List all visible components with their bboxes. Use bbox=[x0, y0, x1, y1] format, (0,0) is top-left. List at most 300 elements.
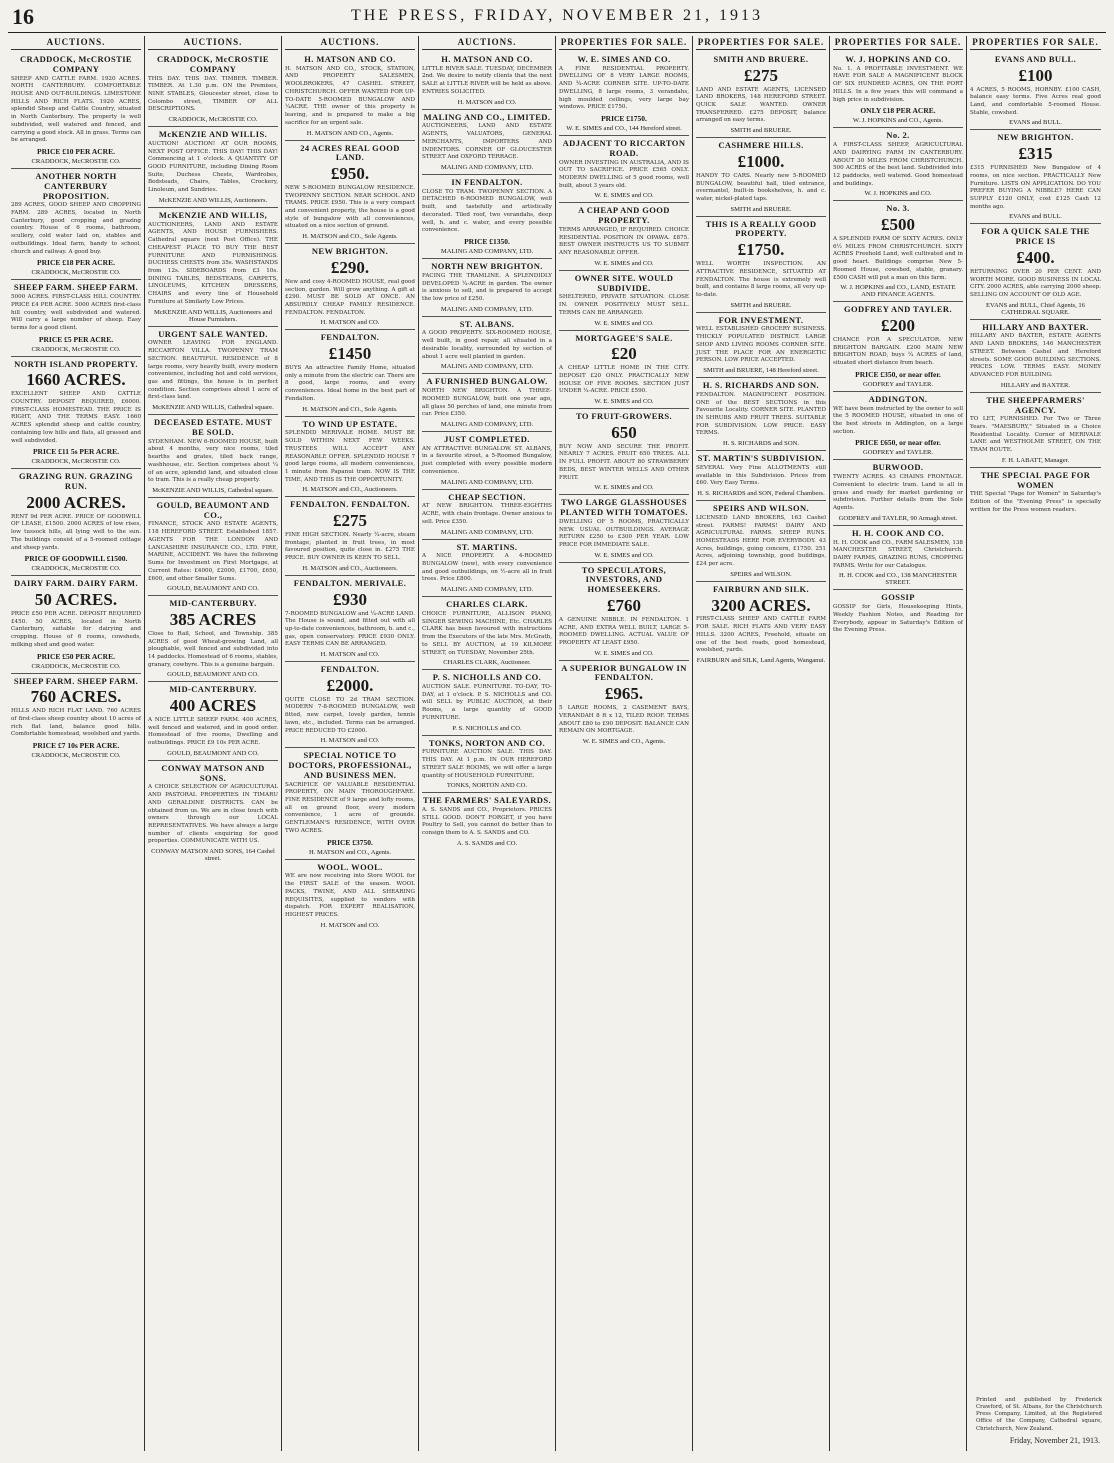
ad-body: AUCTIONEERS, LAND AND ESTATE AGENTS, AND HOUSE FURNISHERS. Cathedral square (next Post Office). THE CHEAPEST PLACE TO BUY THE BEST FURNITURE AND FURNISHINGS. DUCHESS CHESTS from 35s. WASHSTANDS from 12s. SIDEBOARDS from £3 10s. DINING TABLES, BEDSTEADS, CARPETS, LINOLEUMS, KITCHEN DRESSERS, CHAIRS and every line of Household Furniture at Similarly Low Prices. bbox=[148, 221, 278, 305]
ad-signature: CRADDOCK, McCROSTIE CO. bbox=[31, 458, 121, 466]
advertisement bbox=[422, 793, 552, 850]
ad-price: PRICE £7 10s PER ACRE. bbox=[32, 740, 120, 750]
advertisement bbox=[970, 320, 1101, 393]
ad-body: A NICE PROPERTY. A 4-ROOMED BUNGALOW (new), with every convenience and good outbuildings, on ½-acre all in fruit trees. Price £800. bbox=[422, 553, 552, 583]
ad-price: PRICE £350, or near offer. bbox=[855, 369, 941, 379]
ad-headline: £400. bbox=[1016, 247, 1055, 267]
ad-signature: SMITH and BRUERE. bbox=[730, 205, 792, 213]
ad-heading: THE FARMERS' SALEYARDS. bbox=[423, 795, 551, 806]
ad-heading: W. J. HOPKINS AND CO. bbox=[845, 54, 951, 64]
ad-signature: McKENZIE AND WILLIS, Auctioneers and House Furnishers. bbox=[154, 308, 272, 323]
advertisement bbox=[285, 417, 415, 498]
advertisement bbox=[148, 208, 278, 327]
ad-headline: £100 bbox=[1018, 65, 1053, 85]
ad-heading: FENDALTON. bbox=[320, 664, 380, 675]
ad-heading: CHEAP SECTION. bbox=[448, 491, 526, 502]
advertisement bbox=[148, 52, 278, 127]
advertisement bbox=[559, 563, 689, 661]
advertisement bbox=[833, 526, 963, 591]
ad-body: A NICE LITTLE SHEEP FARM. 400 ACRES, well fenced and watered, and in good order. Homestead of five rooms, Dwelling and outbuildings. PRICE £9 10s PER ACRE. bbox=[148, 717, 278, 747]
ad-heading: GOULD, BEAUMONT AND CO., bbox=[156, 499, 270, 520]
ad-body: A FIRST-CLASS SHEEP, AGRICULTURAL AND DAIRYING FARM IN CANTERBURY. ABOUT 30 MILES FROM CHRISTCHURCH. 500 ACRES of the best land. Subdivided into 12 paddocks, well watered. Good homestead and buildings. bbox=[833, 142, 963, 187]
ad-heading: GOSSIP bbox=[881, 592, 915, 603]
ad-body: TO LET, FURNISHED. For Two or Three Years. "MAESBURY," Situated in a Choice Residential Locality. Corner of MERIVALE LANE and WESTHOLME STREET, ON THE TRAM ROUTE. bbox=[970, 416, 1101, 454]
ad-body: A CHOICE SELECTION OF AGRICULTURAL AND PASTORAL PROPERTIES IN TIMARU AND GERALDINE DISTRICTS. CAN be obtained from us. We are in close touch with owners through our LOCAL REPRESENTATIVES. We have always a large number of clients enquiring for good properties. COMMUNICATE WITH US. bbox=[148, 784, 278, 845]
ad-signature: EVANS and BULL. bbox=[1009, 119, 1062, 127]
ad-signature: SPEIRS and WILSON. bbox=[730, 570, 792, 578]
ad-heading: NORTH NEW BRIGHTON. bbox=[431, 261, 543, 272]
ad-body: SHEEP AND CATTLE FARM. 1920 ACRES. NORTH CANTERBURY. COMFORTABLE HOUSE AND OUT-BUILDINGS. LIMESTONE HILLS AND RICH FLATS. 1920 ACRES, splendid Sheep and Cattle Country, situated in North Canterbury. The property is well subdivided, well watered and fenced, and carrying a good stock. All in grass. Terms can be arranged. bbox=[11, 75, 141, 144]
ad-signature: W. J. HOPKINS and CO., LAND, ESTATE AND FINANCE AGENTS. bbox=[840, 284, 956, 299]
ad-signature: CHARLES CLARK, Auctioneer. bbox=[443, 659, 531, 667]
ad-heading: CASHMERE HILLS. bbox=[718, 140, 804, 151]
ad-signature: H. MATSON and CO. bbox=[320, 921, 380, 929]
ad-heading: TONKS, NORTON AND CO. bbox=[428, 737, 546, 748]
ad-heading: FAIRBURN AND SILK. bbox=[712, 583, 810, 594]
ad-signature: GOULD, BEAUMONT AND CO. bbox=[167, 671, 259, 679]
advertisement bbox=[833, 460, 963, 525]
ad-signature: W. E. SIMES and CO. bbox=[594, 649, 654, 657]
ad-body: NORTH NEW BRIGHTON. A THREE-ROOMED BUNGALOW, built one year ago, all glass 50 perches of land, one minute from car. Price £350. bbox=[422, 388, 552, 418]
ad-body: FINANCE, STOCK AND ESTATE AGENTS, 118 HEREFORD STREET. Established 1857. AGENTS FOR THE LONDON AND LANCASHIRE INSURANCE CO., LTD. FIRE, MARINE, ACCIDENT. We have the following Sums for Investment on First Mortgage, at Current Rates: £4000, £2000, £1700, £650, £600, and other Smaller Sums. bbox=[148, 521, 278, 582]
ad-signature: H. MATSON and CO., Agents. bbox=[308, 848, 392, 856]
ad-body: THIS DAY. THIS DAY. TIMBER. TIMBER. TIMBER. At 1.30 p.m. ON the Premises, NINE STABLES, Gloucester street, close to Colombo street, TIMBER OF ALL DESCRIPTIONS. bbox=[148, 75, 278, 113]
ad-signature: W. J. HOPKINS and CO., Agents. bbox=[852, 117, 944, 125]
ad-signature: GODFREY and TAYLER. bbox=[862, 449, 934, 457]
ad-heading: FOR INVESTMENT. bbox=[718, 314, 804, 325]
advertisement bbox=[11, 469, 141, 576]
ad-headline: 760 ACRES. bbox=[30, 687, 122, 707]
ad-body: PRICE £50 PER ACRE. DEPOSIT REQUIRED £450. 50 ACRES, located in North Canterbury, suitable for dairying and cropping. House of 6 rooms, cowsheds, milking shed and good water. bbox=[11, 610, 141, 648]
ad-body: 4 ACRES, 5 ROOMS, HORNBY. £100 CASH, balance easy terms. Five Acres real good Land, and comfortable 5-roomed House. Stable, cowshed. bbox=[970, 86, 1101, 116]
ad-signature: HILLARY and BAXTER. bbox=[1000, 381, 1071, 389]
ad-body: OWNER LEAVING FOR ENGLAND. RICCARTON VILLA. TWOPENNY TRAM SECTION. BEAUTIFUL RESIDENCE of 8 large rooms, very heavily built, every modern convenience, including hot and cold services, gas and fittings, the house is in perfect condition. Section comprises about 1 acre of first-class land. bbox=[148, 340, 278, 401]
ad-heading: ADDINGTON. bbox=[868, 393, 928, 404]
ad-body: AT NEW BRIGHTON. THREE-EIGHTHS ACRE, with chain frontage. Owner anxious to sell. Price £350. bbox=[422, 503, 552, 525]
ad-body: BUY NOW AND SECURE THE PROFIT. NEARLY 7 ACRES. FRUIT 650 TREES. ALL IN FULL PROFIT. ABOUT 80 STRAWBERRY BEDS, BEST WINTER WELLS AND OTHER FRUIT. bbox=[559, 443, 689, 481]
advertisement bbox=[285, 141, 415, 245]
advertisement bbox=[559, 203, 689, 270]
advertisement bbox=[422, 490, 552, 540]
advertisement bbox=[11, 169, 141, 280]
ad-heading: McKENZIE AND WILLIS, bbox=[158, 209, 268, 220]
column-header: PROPERTIES FOR SALE. bbox=[696, 36, 826, 50]
column-header: AUCTIONS. bbox=[422, 36, 552, 50]
ad-body: Close to Rail, School, and Township. 385 ACRES of good Wheat-growing Land, all ploughable, well fenced and subdivided into 14 paddocks. Homestead of 6 rooms, stables, granary, cowbyre. This is a genuine bargain. bbox=[148, 630, 278, 668]
ad-headline: £930 bbox=[333, 589, 367, 609]
ad-body: 7-ROOMED BUNGALOW and ¼-ACRE LAND. The House is sound, and fitted out with all up-to-date conveniences, bathroom, h. and c., gas, open conservatory. PRICE £930 ONLY. EASY TERMS CAN BE ARRANGED. bbox=[285, 610, 415, 648]
ad-signature: MALING AND COMPANY, LTD. bbox=[440, 528, 534, 536]
advertisement bbox=[833, 201, 963, 302]
ad-signature: H. S. RICHARDS and SON. bbox=[722, 440, 800, 448]
ad-body: A CHEAP LITTLE HOME IN THE CITY. DEPOSIT £20 ONLY. PRACTICALLY NEW HOUSE OF FIVE ROOMS. SECTION JUST UNDER ¼-ACRE. PRICE £590. bbox=[559, 365, 689, 395]
ad-body: LICENSED LAND BROKERS, 163 Cashel street. FARMS! FARMS! DAIRY AND AGRICULTURAL FARMS. SHEEP RUNS. HOMESTEADS HERE FOR EVERYBODY. 43 Acres, buildings, going concern, £1750. 251 Acres, adjoining township, good buildings, £24 per acre. bbox=[696, 514, 826, 568]
ad-signature: CONWAY MATSON AND SONS, 164 Cashel street. bbox=[151, 848, 275, 863]
ad-body: 5000 ACRES. FIRST-CLASS HILL COUNTRY. PRICE £4 PER ACRE. 5000 ACRES first-class hill country, well subdivided and watered. Will carry a large number of sheep. Easy terms for a good client. bbox=[11, 294, 141, 331]
ad-signature: W. E. SIMES and CO. bbox=[594, 484, 654, 492]
advertisement bbox=[970, 130, 1101, 224]
advertisement bbox=[285, 52, 415, 141]
ad-body: No. 1. A PROFITABLE INVESTMENT. WE HAVE FOR SALE A MAGNIFICENT BLOCK OF SIX HUNDRED ACRES, ON THE PORT HILLS. In a few years this will command a high price in subdivision. bbox=[833, 65, 963, 103]
ad-heading: CRADDOCK, McCROSTIE COMPANY bbox=[20, 54, 132, 74]
ad-body: H. MATSON AND CO., STOCK, STATION, AND PROPERTY SALESMEN, WOOLBROKERS, 47 CASHEL STREET, CHRISTCHURCH. OFFER WANTED FOR UP-TO-DATE 5-ROOMED BUNGALOW AND ¼ACRE. THE owner of this property is leaving, and is prepared to make a big sacrifice for an urgent sale. bbox=[285, 65, 415, 126]
ad-heading: H. S. RICHARDS AND SON. bbox=[702, 380, 820, 391]
ad-body: A SPLENDID FARM OF SIXTY ACRES. ONLY 6½ MILES FROM CHRISTCHURCH. SIXTY ACRES Freehold Land, well cultivated and in good heart. Buildings comprise New 5-Roomed House, cowshed, stable, granary. £500 CASH will put a man on this farm. bbox=[833, 236, 963, 281]
ad-signature: H. MATSON and CO. bbox=[457, 98, 517, 106]
ad-body: CLOSE TO TRAM. TWOPENNY SECTION. A DETACHED 6-ROOMED BUNGALOW, well built, and tastefully and artistically decorated. Tiled roof, two verandahs, deep well, h. and c. water, and every possible convenience. bbox=[422, 188, 552, 234]
ad-heading: SMITH AND BRUERE. bbox=[713, 54, 809, 64]
advertisement bbox=[833, 590, 963, 639]
ad-signature: CRADDOCK, McCROSTIE CO. bbox=[31, 345, 121, 353]
advertisement bbox=[422, 540, 552, 598]
ad-headline: £20 bbox=[611, 344, 637, 364]
ad-body: FACING THE TRAMLINE. A SPLENDIDLY DEVELOPED ¼-ACRE in garden. The owner is anxious to sell, and is prepared to accept the low price of £250. bbox=[422, 272, 552, 302]
advertisement bbox=[559, 661, 689, 748]
ad-signature: H. MATSON and CO. bbox=[320, 319, 380, 327]
advertisement bbox=[148, 127, 278, 208]
ad-headline: 650 bbox=[611, 422, 637, 442]
ad-signature: CRADDOCK, McCROSTIE CO. bbox=[31, 565, 121, 573]
page-number: 16 bbox=[12, 4, 34, 29]
ad-heading: A CHEAP AND GOOD PROPERTY. bbox=[578, 205, 670, 226]
ad-heading: IN FENDALTON. bbox=[451, 177, 523, 187]
ad-body: A FINE RESIDENTIAL PROPERTY. DWELLING OF 8 VERY LARGE ROOMS, AND ¾-ACRE CORNER SITE. UP-TO-DATE DWELLING, 8 large rooms, 3 verandahs, high moulded ceilings, very large bay windows. PRICE £1750. bbox=[559, 65, 689, 111]
column-5 bbox=[556, 36, 693, 1451]
ad-price: PRICE £1750. bbox=[601, 114, 647, 124]
ad-headline: 385 ACRES bbox=[169, 610, 257, 629]
ad-body: THE Special "Page for Women" in Saturday's Edition of the "Evening Press" is specially written for the Press women readers. bbox=[970, 491, 1101, 513]
advertisement bbox=[970, 393, 1101, 468]
advertisement bbox=[559, 136, 689, 203]
ad-heading: H. MATSON AND CO. bbox=[304, 54, 396, 64]
ad-heading: No. 2. bbox=[886, 130, 910, 141]
column-header: PROPERTIES FOR SALE. bbox=[970, 36, 1101, 50]
advertisement bbox=[285, 748, 415, 859]
ad-heading: FENDALTON. MERIVALE. bbox=[293, 577, 407, 588]
ad-heading: CHARLES CLARK. bbox=[446, 599, 528, 610]
ad-body: WELL WORTH INSPECTION. AN ATTRACTIVE RESIDENCE, SITUATED AT FENDALTON. The house is extremely well built, and contains 8 large rooms, all very up-to-date. bbox=[696, 261, 826, 298]
ad-heading: NEW BRIGHTON. bbox=[311, 246, 389, 257]
ad-heading: EVANS AND BULL. bbox=[994, 54, 1077, 64]
advertisement bbox=[285, 576, 415, 662]
ad-body: BUYS An attractive Family Home, situated only a minute from the electric car. There are 8 good, large rooms, and every conveniences. Ideal home in the best part of Fendalton. bbox=[285, 365, 415, 402]
ad-body: GOSSIP for Girls, Housekeeping Hints, Weekly Fashion Notes, and Reading for Everybody, appear in Saturday's Edition of the Evening Press. bbox=[833, 604, 963, 634]
ad-body: QUITE CLOSE TO 2d TRAM SECTION. MODERN 7-8-ROOMED BUNGALOW, well fitted, new carpet, lovely garden, tennis lawn, etc., included. Terms can be arranged. PRICE REDUCED TO £2000. bbox=[285, 696, 415, 734]
column-8 bbox=[967, 36, 1104, 1451]
ad-heading: ANOTHER NORTH CANTERBURY PROPOSITION. bbox=[35, 171, 117, 201]
ad-heading: MORTGAGEE'S SALE. bbox=[575, 332, 673, 343]
ad-heading: JUST COMPLETED. bbox=[444, 434, 530, 444]
ad-body: 289 ACRES, GOOD SHEEP AND CROPPING FARM. 289 ACRES, located in North Canterbury, good cropping and grazing country. House of 6 rooms, bathroom, scullery, cold water laid on, stables and outbuildings. Ideal farm, handy to school, church and railway. A good buy. bbox=[11, 202, 141, 255]
advertisement bbox=[11, 357, 141, 470]
ad-signature: MALING AND COMPANY, LTD. bbox=[440, 421, 534, 428]
ad-heading: ADJACENT TO RICCARTON ROAD. bbox=[562, 138, 686, 158]
ad-body: TERMS ARRANGED, IF REQUIRED. CHOICE RESIDENTIAL POSITION IN OPAWA. £875. BEST OWNER INSTRUCTS US TO SUBMIT ANY REASONABLE OFFER. bbox=[559, 227, 689, 257]
ad-heading: BURWOOD. bbox=[872, 462, 924, 473]
advertisement bbox=[148, 498, 278, 596]
ad-headline: £1450 bbox=[328, 344, 372, 364]
ad-heading: THE SHEEPFARMERS' AGENCY. bbox=[986, 394, 1085, 415]
ad-signature: MALING AND COMPANY, LTD. bbox=[440, 248, 534, 256]
ad-price: PRICE £50 PER ACRE. bbox=[37, 651, 115, 661]
advertisement bbox=[559, 409, 689, 495]
ad-heading: H. MATSON AND CO. bbox=[441, 54, 533, 64]
ad-body: SEVERAL Very Fine ALLOTMENTS still available in this Subdivision. Prices from £60. Very Easy Terms. bbox=[696, 464, 826, 487]
ad-signature: W. E. SIMES and CO. bbox=[594, 398, 654, 406]
ad-price: PRICE £5 PER ACRE. bbox=[38, 334, 114, 344]
ad-signature: SMITH and BRUERE, 148 Hereford street. bbox=[703, 367, 819, 375]
ad-body: 5 LARGE ROOMS, 2 CASEMENT BAYS, VERANDAH 8 ft x 12, TILED ROOF. TERMS ABOUT £80 to £90 DEPOSIT. BALANCE CAN REMAIN ON MORTGAGE. bbox=[559, 705, 689, 735]
ad-price: PRICE £3750. bbox=[327, 837, 373, 847]
ad-signature: TONKS, NORTON AND CO. bbox=[446, 782, 528, 790]
ad-signature: W. J. HOPKINS and CO. bbox=[864, 190, 932, 198]
ad-body: FURNITURE AUCTION SALE. THIS DAY. THIS DAY. At 1 p.m. IN OUR HEREFORD STREET SALE ROOMS, we will offer a large quantity of HOUSEHOLD FURNITURE. bbox=[422, 749, 552, 779]
ad-headline: £200 bbox=[881, 316, 915, 336]
advertisement bbox=[559, 495, 689, 562]
advertisement bbox=[696, 52, 826, 138]
ad-headline: £275 bbox=[744, 65, 778, 85]
ad-body: AUCTION SALE. FURNITURE. TO-DAY, TO-DAY, at 1 o'clock. P. S. NICHOLLS and CO. will SELL by PUBLIC AUCTION, at their Rooms, a large quantity of GOOD FURNITURE. bbox=[422, 684, 552, 721]
ad-headline: £950. bbox=[330, 164, 370, 184]
ad-price: PRICE £10 PER ACRE. bbox=[37, 147, 115, 156]
advertisement bbox=[970, 224, 1101, 319]
ad-body: TWENTY ACRES. 43 CHAINS FRONTAGE. Convenient to electric tram. Land is all in grass and ready for market gardening or subdivision. Further details from the Sole Agents. bbox=[833, 474, 963, 512]
ad-headline: £290. bbox=[330, 257, 370, 277]
advertisement bbox=[422, 432, 552, 490]
advertisement bbox=[11, 576, 141, 673]
ad-price: PRICE £650, or near offer. bbox=[855, 438, 941, 448]
ad-heading: FENDALTON. bbox=[320, 332, 380, 343]
advertisement bbox=[422, 670, 552, 735]
ad-headline: £1000. bbox=[737, 151, 785, 171]
ad-heading: A FURNISHED BUNGALOW. bbox=[426, 376, 548, 387]
ad-price: PRICE OF GOODWILL £1500. bbox=[24, 554, 128, 564]
ad-body: FINE HIGH SECTION. Nearly ¼-acre, steam frontage, planted in fruit trees, in most favoured position, quite close in. £275 THE PRICE. BUY OWNER IS KEEN TO SELL. bbox=[285, 532, 415, 562]
ad-signature: GODFREY and TAYLER. bbox=[862, 380, 934, 388]
ad-signature: McKENZIE AND WILLIS, Cathedral square. bbox=[152, 404, 274, 412]
ad-body: £315 FURNISHED New Bungalow of 4 rooms, on nice section. PRACTICALLY New Furniture. LISTS ON APPLICATION. DO YOU PREFER BUYING A NIBBLE? HERE CAN SUPPLY £120 ONLY, cost £125 Cash 12 months ago. bbox=[970, 165, 1101, 210]
advertisement bbox=[559, 271, 689, 331]
ad-price: PRICE £11 5s PER ACRE. bbox=[32, 447, 120, 457]
ad-heading: P. S. NICHOLLS AND CO. bbox=[432, 672, 542, 683]
ad-body: LAND AND ESTATE AGENTS, LICENSED LAND BROKERS, 148 HEREFORD STREET. QUICK SALE WANTED. OWNER TRANSFERRED. £275 DEPOSIT, balance arranged on easy terms. bbox=[696, 86, 826, 124]
ad-body: OWNER INVESTING IN AUSTRALIA, AND IS OUT TO SACRIFICE. PRICE £565 ONLY. MODERN DWELLING of 5 good rooms, well built, about 3 years old. bbox=[559, 159, 689, 189]
advertisement bbox=[285, 244, 415, 330]
ad-signature: MALING AND COMPANY, LTD. bbox=[440, 478, 534, 486]
advertisement bbox=[11, 674, 141, 762]
ad-signature: MALING AND COMPANY, LTD. bbox=[440, 164, 534, 171]
ad-heading: ST. MARTIN'S SUBDIVISION. bbox=[697, 453, 825, 464]
ad-heading: URGENT SALE WANTED. bbox=[158, 328, 268, 339]
ad-price: PRICE £1350. bbox=[464, 237, 510, 247]
masthead bbox=[8, 4, 1106, 33]
ad-heading: FOR A QUICK SALE THE PRICE IS bbox=[981, 226, 1090, 247]
advertisement bbox=[833, 52, 963, 128]
ad-heading: MID-CANTERBURY. bbox=[169, 598, 257, 609]
ad-price: PRICE £18 PER ACRE. bbox=[37, 258, 115, 268]
advertisement bbox=[833, 128, 963, 201]
ad-signature: H. MATSON and CO., Auctioneers. bbox=[302, 564, 398, 572]
ad-body: SHELTERED, PRIVATE SITUATION. CLOSE IN. OWNER POSITIVELY MUST SELL. TERMS CAN BE ARRANGED. bbox=[559, 294, 689, 316]
ad-heading: OWNER SITE. WOULD SUBDIVIDE. bbox=[574, 272, 674, 293]
advertisement bbox=[148, 596, 278, 682]
advertisement bbox=[422, 52, 552, 110]
ad-signature: GODFREY and TAYLER, 90 Armagh street. bbox=[838, 514, 958, 522]
advertisement bbox=[422, 175, 552, 259]
ad-signature: W. E. SIMES and CO. bbox=[594, 551, 654, 559]
ad-headline: 2000 ACRES. bbox=[26, 492, 126, 512]
footer-date: Friday, November 21, 1913. bbox=[1009, 1436, 1100, 1445]
ad-body: WELL ESTABLISHED GROCERY BUSINESS. THICKLY POPULATED DISTRICT. LARGE SHOP AND LIVING ROOMS CORNER SITE. JUST THE PLACE FOR AN ENERGETIC PERSON. LOW PRICE ACCEPTED. bbox=[696, 326, 826, 364]
ad-body: SPLENDID MERIVALE HOME. MUST BE SOLD WITHIN NEXT FEW WEEKS. TRUSTEES WILL ACCEPT ANY REASONABLE OFFER. SPLENDID HOUSE 7 good large rooms, all modern conveniences, 1 minute from Papanui tram. NOW IS THE TIME, AND THIS IS THE OPPORTUNITY. bbox=[285, 430, 415, 483]
ad-body: NEW 5-ROOMED BUNGALOW RESIDENCE. TWOPENNY SECTION. NEAR SCHOOL AND TRAMS. PRICE £950. This is a very compact and convenient property, the house is a good style of bungalow with all conveniences, situated on a nice section of ground. bbox=[285, 184, 415, 230]
ad-signature: P. S. NICHOLLS and CO. bbox=[452, 724, 522, 732]
ad-signature: H. MATSON and CO., Sole Agents. bbox=[302, 405, 398, 413]
column-header: PROPERTIES FOR SALE. bbox=[833, 36, 963, 50]
ad-signature: F. H. LABATT, Manager. bbox=[1001, 456, 1070, 464]
ad-heading: HILLARY AND BAXTER. bbox=[982, 321, 1089, 332]
advertisement bbox=[696, 378, 826, 451]
ad-signature: CRADDOCK, McCROSTIE CO. bbox=[31, 269, 121, 277]
advertisement bbox=[696, 138, 826, 216]
ad-heading: SPECIAL NOTICE TO DOCTORS, PROFESSIONAL, AND BUSINESS MEN. bbox=[288, 750, 412, 780]
ad-headline: £275 bbox=[333, 511, 367, 531]
ad-body: FENDALTON. MAGNIFICENT POSITION. ONE of the BEST SECTIONS in this Favourite Locality. CORNER SITE. PLANTED IN SHRUBS AND FRUIT TREES. SUITABLE FOR SUBDIVISION. LOW PRICE. EASY TERMS. bbox=[696, 391, 826, 437]
ad-heading: GRAZING RUN. GRAZING RUN. bbox=[18, 471, 134, 492]
ad-heading: GODFREY AND TAYLER. bbox=[844, 304, 952, 315]
ad-signature: FAIRBURN and SILK, Land Agents, Wanganui. bbox=[696, 657, 826, 665]
ad-body: AUCTIONEERS, LAND AND ESTATE AGENTS, VALUATORS, GENERAL MERCHANTS, IMPORTERS AND INDENTORS. CORNER OF GLOUCESTER STREET And OXFORD TERRACE. bbox=[422, 123, 552, 161]
advertisement bbox=[148, 327, 278, 416]
advertisement bbox=[148, 415, 278, 498]
advertisement bbox=[285, 497, 415, 575]
ad-heading: 24 ACRES REAL GOOD LAND. bbox=[300, 142, 400, 163]
ad-signature: CRADDOCK, McCROSTIE CO. bbox=[31, 662, 121, 670]
ad-heading: NEW BRIGHTON. bbox=[997, 132, 1074, 143]
printer-imprint: Printed and published by Frederick Crawford, of St. Albans, for the Christchurch Press Company, Limited, at the Registered Office of the Company, Cathedral square, Christchurch, New Zealand. bbox=[976, 1396, 1102, 1432]
ad-body: DWELLING OF 5 ROOMS, PRACTICALLY NEW. USUAL OUTBUILDINGS. AVERAGE RETURN £250 to £300 PER YEAR. LOW PRICE FOR IMMEDIATE SALE. bbox=[559, 518, 689, 548]
ad-headline: 3200 ACRES. bbox=[711, 595, 811, 615]
ad-heading: SHEEP FARM. SHEEP FARM. bbox=[13, 282, 139, 293]
advertisement bbox=[833, 392, 963, 461]
ad-signature: EVANS and BULL, Chief Agents, 16 CATHEDRAL SQUARE. bbox=[986, 301, 1085, 316]
column-2 bbox=[145, 36, 282, 1451]
ad-heading: NORTH ISLAND PROPERTY. bbox=[14, 358, 138, 369]
advertisement bbox=[559, 52, 689, 136]
advertisement bbox=[11, 280, 141, 356]
ad-signature: H. MATSON and CO. bbox=[320, 737, 380, 745]
ad-body: HANDY TO CARS. Nearly new 5-ROOMED BUNGALOW, beautiful hall, tiled entrance, overmantel, built-in bookshelves, h. and c. water, nickel-plated taps. bbox=[696, 172, 826, 202]
ad-body: AUCTION! AUCTION! AT OUR ROOMS, NEXT POST OFFICE. THIS DAY! THIS DAY! Commencing at 1 o'clock. A QUANTITY OF GOOD FURNITURE, including Dining Room Suite, Duchess Chests, Wardrobes, Bedsteads, Chairs, Tables, Crockery, Linoleum, and Sundries. bbox=[148, 140, 278, 194]
ad-signature: McKENZIE AND WILLIS, Cathedral square. bbox=[152, 486, 274, 494]
ad-signature: A. S. SANDS and CO. bbox=[456, 839, 518, 847]
ad-signature: McKENZIE AND WILLIS, Auctioneers. bbox=[158, 196, 268, 204]
column-7 bbox=[830, 36, 967, 1451]
advertisement bbox=[422, 736, 552, 794]
advertisement bbox=[148, 682, 278, 760]
ad-body: AN ATTRACTIVE BUNGALOW. ST. ALBANS, in a favourite street, a 5-Roomed Bungalow, just completed with every possible modern convenience. bbox=[422, 445, 552, 475]
advertisement bbox=[696, 451, 826, 501]
advertisement bbox=[696, 582, 826, 667]
ad-signature: MALING AND COMPANY, LTD. bbox=[440, 586, 534, 594]
ad-signature: H. H. COOK and CO., 138 MANCHESTER STREET. bbox=[839, 572, 957, 587]
column-header: AUCTIONS. bbox=[148, 36, 278, 50]
advertisement bbox=[696, 313, 826, 378]
ad-body: RENT 9d PER ACRE. PRICE OF GOODWILL OF LEASE, £1500. 2000 ACRES of low rises, low tussock hills, all lying well to the sun. The buildings consist of a 5-roomed cottage and sheep yards. bbox=[11, 513, 141, 551]
ad-body: A. S. SANDS and CO., Proprietors. PRICES STILL GOOD. DON'T FORGET, if you have Poultry to Sell, you cannot do better than to consign them to A. S. SANDS and CO. bbox=[422, 807, 552, 837]
ad-signature: H. S. RICHARDS and SON, Federal Chambers. bbox=[697, 490, 825, 498]
ad-signature: W. E. SIMES and CO. bbox=[594, 192, 654, 200]
ad-body: WE are now receiving into Store WOOL for the FIRST SALE of the season. WOOL PACKS, TWINE, AND ALL SHEARING REQUISITES, supplied to vendors with dispatch. FOR EXPERT REALISATION, HIGHEST PRICES. bbox=[285, 873, 415, 918]
ad-signature: CRADDOCK, McCROSTIE CO. bbox=[31, 751, 121, 759]
advertisement bbox=[148, 761, 278, 865]
ad-heading: ST. MARTINS. bbox=[456, 541, 518, 552]
ad-signature: CRADDOCK, McCROSTIE CO. bbox=[31, 158, 121, 165]
column-header: AUCTIONS. bbox=[285, 36, 415, 50]
ad-headline: £965. bbox=[604, 684, 644, 704]
ad-heading: TO SPECULATORS, INVESTORS, AND HOMESEEKERS. bbox=[581, 564, 667, 595]
ad-signature: GOULD, BEAUMONT AND CO. bbox=[167, 585, 259, 593]
newspaper-title: THE PRESS, FRIDAY, NOVEMBER 21, 1913 bbox=[350, 7, 764, 24]
advertisement bbox=[422, 374, 552, 432]
column-header: PROPERTIES FOR SALE. bbox=[559, 36, 689, 50]
ad-heading: H. H. COOK AND CO. bbox=[852, 527, 944, 538]
ad-heading: SPEIRS AND WILSON. bbox=[712, 503, 810, 514]
ad-heading: WOOL. WOOL. bbox=[317, 861, 383, 872]
ad-heading: TWO LARGE GLASSHOUSES PLANTED WITH TOMATOES. bbox=[560, 497, 688, 518]
advertisement bbox=[285, 860, 415, 932]
ad-body: SYDENHAM. NEW 6-ROOMED HOUSE, built about 4 months, very nice rooms, tiled hearths and grates, tiled back range, washhouse, etc. Section comprises about ¼ of an acre, splendid land, and situated close to tram. This is a really cheap property. bbox=[148, 438, 278, 484]
ad-body: HILLARY AND BAXTER, ESTATE AGENTS AND LAND BROKERS, 146 MANCHESTER STREET. Between Cashel and Hereford streets. SOME GOOD BUILDING SECTIONS. PRICES LOW. TERMS EASY. MONEY ADVANCED FOR BUILDING. bbox=[970, 333, 1101, 379]
ad-heading: W. E. SIMES AND CO. bbox=[577, 54, 671, 64]
ad-headline: £2000. bbox=[326, 675, 374, 695]
classified-columns bbox=[8, 36, 1108, 1451]
advertisement bbox=[422, 110, 552, 175]
ad-signature: SMITH and BRUERE. bbox=[730, 301, 792, 309]
ad-headline: £500 bbox=[881, 215, 915, 235]
ad-heading: CRADDOCK, McCROSTIE COMPANY bbox=[157, 54, 269, 74]
ad-heading: A SUPERIOR BUNGALOW IN FENDALTON. bbox=[561, 662, 687, 683]
ad-signature: W. E. SIMES and CO. bbox=[594, 319, 654, 327]
column-4 bbox=[419, 36, 556, 1451]
ad-heading: TO WIND UP ESTATE. bbox=[302, 418, 398, 429]
ad-headline: 400 ACRES bbox=[169, 696, 257, 716]
ad-heading: No. 3. bbox=[886, 203, 910, 214]
ad-body: New and cosy 4-ROOMED HOUSE, real good section, garden. Will grow anything. A gift at £290. MUST BE SOLD AT ONCE. AN ABSURDLY CHEAP FAMILY RESIDENCE. FENDALTON. FENDALTON. bbox=[285, 278, 415, 316]
ad-body: CHANCE FOR A SPECULATOR. NEW BRIGHTON BARGAIN. £200 MAIN NEW BRIGHTON ROAD, buys ¼ ACRES of land, situated short distance from beach. bbox=[833, 336, 963, 367]
ad-headline: 50 ACRES. bbox=[34, 590, 118, 610]
ad-body: SACRIFICE OF VALUABLE RESIDENTIAL PROPERTY, ON MAIN THOROUGHFARE. FINE RESIDENCE of 9 large and lofty rooms, all on ground floor, every modern convenience, 1 acre of grounds. GENTLEMAN'S RESIDENCE, WITH OVER TWO ACRES. bbox=[285, 781, 415, 834]
ad-heading: FENDALTON. FENDALTON. bbox=[290, 499, 410, 510]
ad-heading: ST. ALBANS. bbox=[459, 318, 515, 329]
ad-body: RETURNING OVER 20 PER CENT. AND WORTH MORE. GOOD BUSINESS IN LOCAL CITY. 2000 ACRES, able carrying 2000 sheep. SELLING ON ACCOUNT OF OLD AGE. bbox=[970, 268, 1101, 298]
ad-signature: EVANS and BULL. bbox=[1009, 213, 1062, 221]
ad-heading: MALING AND CO., LIMITED. bbox=[423, 111, 551, 122]
ad-signature: W. E. SIMES and CO., 144 Hereford street. bbox=[566, 125, 682, 133]
ad-signature: W. E. SIMES and CO. bbox=[594, 259, 654, 267]
ad-signature: MALING AND COMPANY, LTD. bbox=[440, 305, 534, 313]
ad-body: A GOOD PROPERTY. SIX-ROOMED HOUSE, well built, in good repair, all situated in a desirable locality, surrounded by section of about 1 acre well planted in garden. bbox=[422, 330, 552, 360]
ad-signature: H. MATSON and CO., Auctioneers. bbox=[302, 486, 398, 494]
ad-signature: SMITH and BRUERE. bbox=[730, 127, 792, 135]
advertisement bbox=[970, 468, 1101, 519]
ad-headline: £1750. bbox=[737, 240, 785, 260]
advertisement bbox=[696, 217, 826, 313]
ad-heading: McKENZIE AND WILLIS. bbox=[158, 129, 268, 140]
ad-signature: MALING AND COMPANY, LTD. bbox=[440, 363, 534, 371]
ad-signature: H. MATSON and CO. bbox=[320, 651, 380, 659]
advertisement bbox=[422, 259, 552, 317]
